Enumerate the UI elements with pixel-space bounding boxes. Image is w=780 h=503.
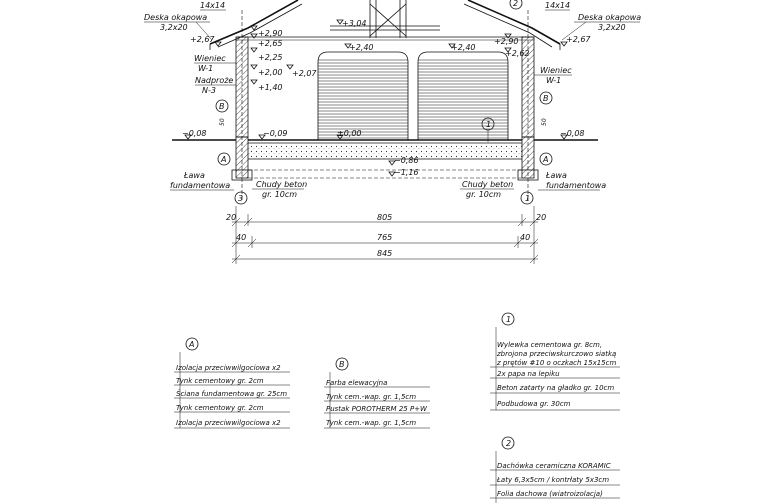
- axis-1-text: 1: [525, 194, 531, 203]
- marker-a-right-text: A: [543, 155, 549, 164]
- beam-left-label: 14x14: [200, 1, 226, 10]
- level-267-left: +2,67: [190, 35, 215, 44]
- level-240-a: +2,40: [349, 43, 374, 52]
- legend-2-marker: 2: [506, 439, 512, 448]
- legend-1-row-2: z prętów #10 o oczkach 15x15cm: [497, 359, 617, 367]
- wieniec-left-1: Wieniec: [194, 54, 226, 63]
- legend-1-row-5: Podbudowa gr. 30cm: [497, 400, 571, 408]
- lawa-left-2: fundamentowa: [170, 181, 231, 190]
- chudy-right-2: gr. 10cm: [466, 190, 502, 199]
- legend-a-row-1: Tynk cementowy gr. 2cm: [176, 377, 264, 385]
- dim-40-left: 40: [236, 233, 247, 242]
- wieniec-right-1: Wieniec: [540, 66, 572, 75]
- legend-b-row-3: Tynk cem.-wap. gr. 1,5cm: [326, 419, 417, 427]
- lawa-right-1: Ława: [546, 171, 567, 180]
- deska-left-label: Deska okapowa: [144, 13, 208, 22]
- legend-a-row-0: Izolacja przeciwwilgociowa x2: [176, 364, 281, 372]
- wieniec-right-2: W-1: [546, 76, 562, 85]
- level-000: ±0,00: [337, 129, 362, 138]
- marker-detail-2-top-text: 2: [513, 0, 519, 8]
- door-slats-right: [418, 60, 508, 138]
- legend-a-marker: A: [189, 340, 195, 349]
- chudy-right-1: Chudy beton: [462, 180, 514, 189]
- dim-20-left: 20: [226, 213, 237, 222]
- wieniec-left-2: W-1: [198, 64, 214, 73]
- floor-slab: [248, 140, 522, 178]
- level-240-b: +2,40: [451, 43, 476, 52]
- level-225: +2,25: [258, 53, 283, 62]
- lawa-right-2: fundamentowa: [546, 181, 607, 190]
- garage-door-right: [418, 52, 508, 140]
- left-wall: [236, 10, 248, 200]
- legend-b-row-0: Farba elewacyjna: [326, 379, 388, 387]
- level-009: −0,09: [263, 129, 288, 138]
- legend-a-row-4: Izolacja przeciwwilgociowa x2: [176, 419, 281, 427]
- legend-b-row-2: Pustak POROTHERM 25 P+W: [326, 405, 427, 413]
- legend-2: [490, 437, 620, 503]
- chudy-left-1: Chudy beton: [256, 180, 308, 189]
- deska-right-dim: 3,2x20: [598, 23, 626, 32]
- dim-40-right: 40: [520, 233, 531, 242]
- legend-2-row-0: Dachówka ceramiczna KORAMIC: [497, 462, 611, 470]
- chudy-left-2: gr. 10cm: [262, 190, 298, 199]
- level-290-right: +2,90: [494, 37, 519, 46]
- level-116: −1,16: [394, 168, 419, 177]
- legend-b: [324, 358, 430, 428]
- dim-50-right: 50: [541, 118, 548, 126]
- level-207: +2,07: [292, 69, 317, 78]
- marker-b-left-text: B: [219, 102, 225, 111]
- legend-2-row-2: Folia dachowa (wiatroizolacja): [497, 490, 603, 498]
- level-200: +2,00: [258, 68, 283, 77]
- level-086: −0,86: [394, 156, 419, 165]
- dim-845: 845: [377, 249, 393, 258]
- deska-left-dim: 3,2x20: [160, 23, 188, 32]
- legend-1-row-3: 2x papa na lepiku: [497, 370, 560, 378]
- legend-a: [174, 338, 290, 428]
- level-262: +2,62: [505, 49, 530, 58]
- level-008-left: −0,08: [182, 129, 207, 138]
- lawa-left-1: Ława: [184, 171, 205, 180]
- level-265: +2,65: [258, 39, 283, 48]
- legend-a-row-3: Tynk cementowy gr. 2cm: [176, 404, 264, 412]
- legend-1-marker: 1: [506, 315, 512, 324]
- legend-b-marker: B: [339, 360, 345, 369]
- level-304: +3,04: [342, 19, 367, 28]
- level-140: +1,40: [258, 83, 283, 92]
- dim-20-right: 20: [536, 213, 547, 222]
- garage-door-left: [318, 52, 408, 140]
- legend-1-row-0: Wylewka cementowa gr. 8cm,: [497, 341, 603, 349]
- legend-1-row-1: zbrojona przeciwskurczowo siatką: [497, 350, 617, 358]
- level-008-right: −0,08: [560, 129, 585, 138]
- legend-b-row-1: Tynk cem.-wap. gr. 1,5cm: [326, 393, 417, 401]
- legend-1: [490, 313, 620, 410]
- marker-detail-1-text: 1: [486, 120, 492, 129]
- nadproze-2: N-3: [202, 86, 216, 95]
- axis-3-text: 3: [238, 194, 244, 203]
- level-267-right: +2,67: [566, 35, 591, 44]
- nadproze-1: Nadproże: [195, 76, 234, 85]
- right-wall: [522, 10, 534, 200]
- deska-right-label: Deska okapowa: [578, 13, 642, 22]
- dim-765: 765: [377, 233, 393, 242]
- beam-right-label: 14x14: [545, 1, 571, 10]
- legend-2-row-1: Łaty 6,3x5cm / kontrłaty 5x3cm: [497, 476, 610, 484]
- door-slats-left: [318, 60, 408, 138]
- legend-1-row-4: Beton zatarty na gładko gr. 10cm: [497, 384, 615, 392]
- dim-50-left: 50: [219, 118, 226, 126]
- level-290-left: +2,90: [258, 29, 283, 38]
- dim-805: 805: [377, 213, 393, 222]
- marker-b-right-text: B: [543, 94, 549, 103]
- marker-a-left-text: A: [221, 155, 227, 164]
- legend-a-row-2: Ściana fundamentowa gr. 25cm: [176, 390, 288, 398]
